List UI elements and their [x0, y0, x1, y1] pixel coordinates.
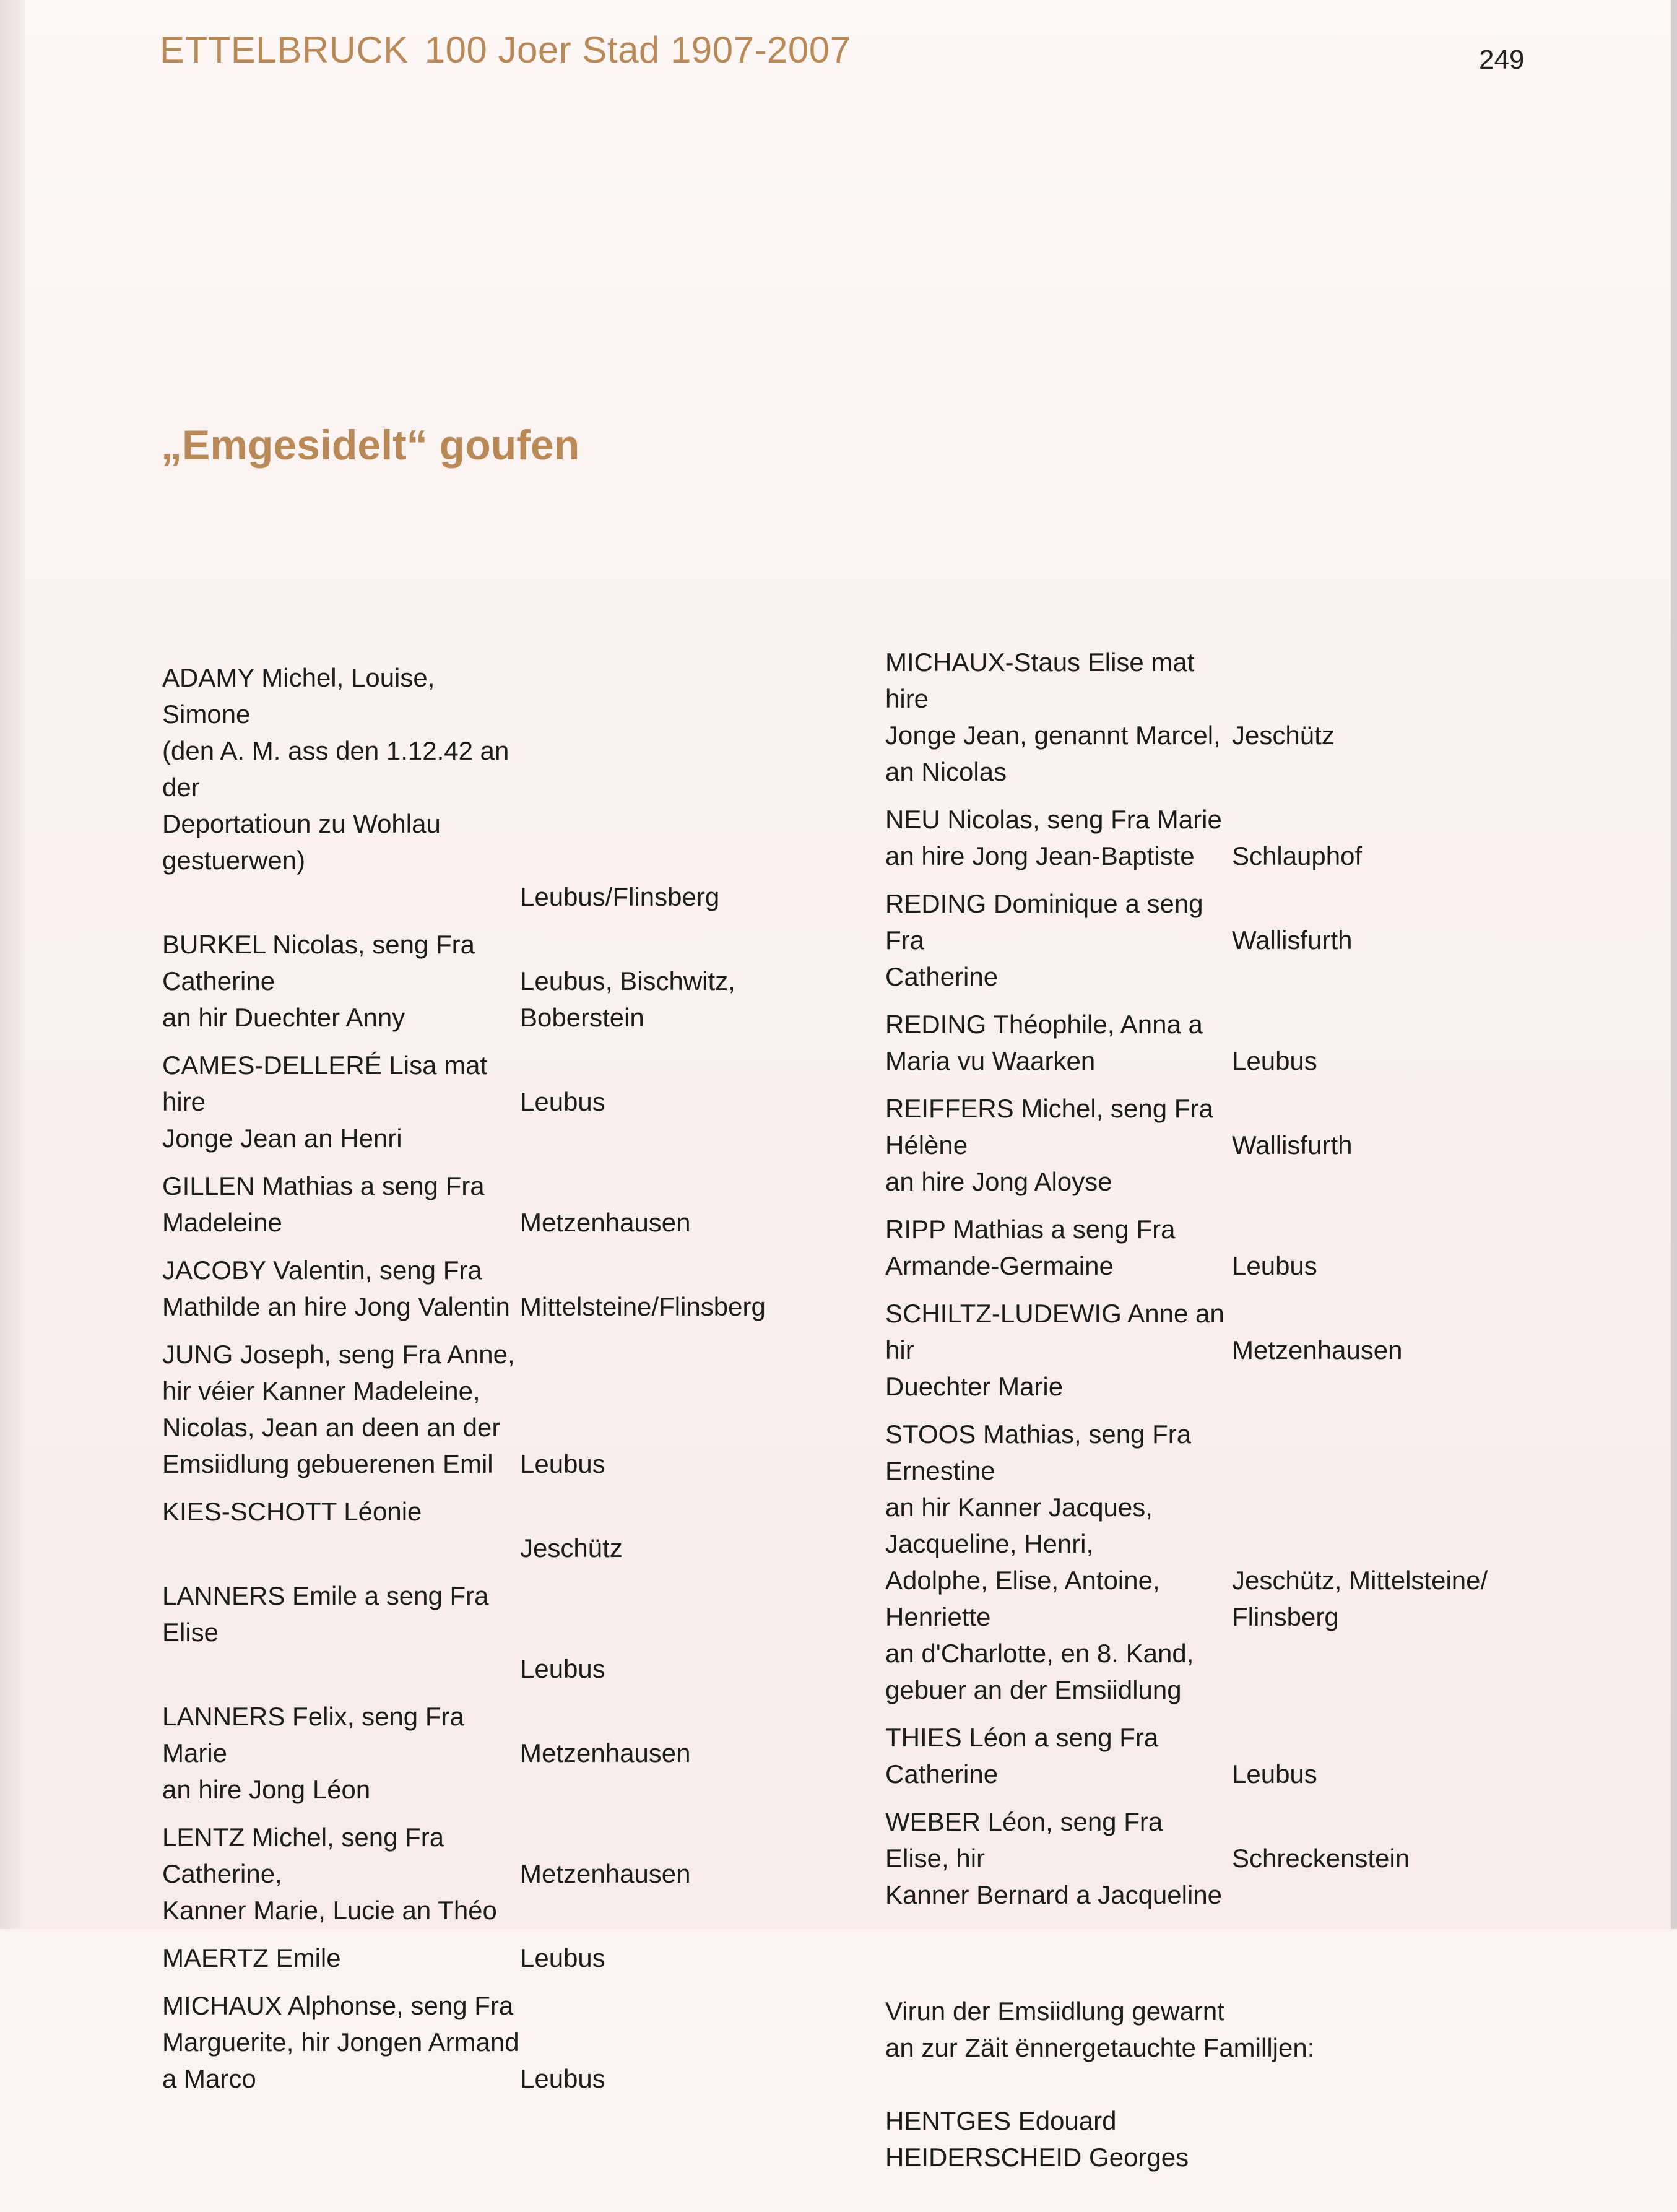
entry-names: JUNG Joseph, seng Fra Anne, hir véier Kanner Madeleine, Nicolas, Jean an deen an der Emsiidlung gebuerenen Emil — [162, 1340, 515, 1478]
entry-names: REIFFERS Michel, seng Fra Hélène an hire Jong Aloyse — [885, 1094, 1213, 1196]
entry-place: Leubus — [520, 1943, 605, 1972]
entry-place: Leubus — [520, 1654, 605, 1683]
list-entry — [162, 1698, 843, 1808]
entry-place: Leubus/Flinsberg — [520, 882, 720, 911]
list-entry — [162, 1252, 843, 1325]
entry-place: Jeschütz — [520, 1533, 623, 1563]
list-entry — [885, 644, 1591, 790]
running-header — [160, 28, 851, 71]
entry-names: KIES-SCHOTT Léonie — [162, 1497, 422, 1526]
list-entry — [885, 1090, 1591, 1200]
entry-names: GILLEN Mathias a seng Fra Madeleine — [162, 1171, 485, 1237]
list-entry — [885, 1295, 1591, 1405]
entry-names: ADAMY Michel, Louise, Simone (den A. M. ass den 1.12.42 an der Deportatioun zu Wohlau gestuerwen) — [162, 663, 509, 875]
entry-names: NEU Nicolas, seng Fra Marie an hire Jong Jean-Baptiste — [885, 805, 1222, 870]
entry-names: THIES Léon a seng Fra Catherine — [885, 1723, 1159, 1789]
list-entry — [162, 1336, 843, 1482]
entry-place: Metzenhausen — [520, 1208, 691, 1237]
list-entry — [162, 1987, 843, 2097]
entry-place: Leubus — [1232, 1759, 1317, 1789]
section-heading: „Emgesidelt“ goufen — [161, 422, 580, 469]
list-entry — [162, 1493, 843, 1566]
entry-names: WEBER Léon, seng Fra Elise, hir Kanner Bernard a Jacqueline — [885, 1807, 1223, 1909]
list-entry — [162, 926, 843, 1036]
entry-names: LANNERS Felix, seng Fra Marie an hire Jong Léon — [162, 1702, 464, 1804]
list-entry — [885, 1416, 1591, 1708]
entry-names: REDING Dominique a seng Fra Catherine — [885, 889, 1203, 991]
right-entries — [885, 644, 1591, 1913]
entry-place: Schlauphof — [1232, 841, 1363, 870]
list-entry — [885, 1803, 1591, 1913]
entry-names: BURKEL Nicolas, seng Fra Catherine an hir Duechter Anny — [162, 930, 475, 1032]
list-entry — [162, 1168, 843, 1241]
entry-names: MAERTZ Emile — [162, 1943, 341, 1972]
entry-place: Wallisfurth — [1232, 1130, 1353, 1160]
note-family-name: HEIDERSCHEID Georges — [885, 2143, 1189, 2172]
page-right-edge — [1671, 0, 1677, 1929]
entry-place: Leubus — [520, 2064, 605, 2093]
left-column — [162, 659, 843, 2108]
note-intro: Virun der Emsiidlung gewarnt an zur Zäit ënnergetauchte Familljen: — [885, 1997, 1315, 2062]
entry-names: LENTZ Michel, seng Fra Catherine, Kanner Marie, Lucie an Théo — [162, 1823, 497, 1925]
list-entry — [162, 1577, 843, 1687]
note-names — [885, 2102, 1591, 2175]
page-number: 249 — [1479, 45, 1525, 75]
list-entry — [885, 801, 1591, 874]
list-entry — [162, 1940, 843, 1976]
entry-names: REDING Théophile, Anna a Maria vu Waarken — [885, 1010, 1203, 1075]
entry-place: Metzenhausen — [520, 1738, 691, 1767]
header-title: ETTELBRUCK — [160, 29, 409, 71]
entry-names: CAMES-DELLERÉ Lisa mat hire Jonge Jean an Henri — [162, 1051, 488, 1153]
list-entry — [885, 1211, 1591, 1284]
entry-place: Mittelsteine/Flinsberg — [520, 1292, 766, 1321]
entry-names: MICHAUX-Staus Elise mat hire Jonge Jean, genannt Marcel, an Nicolas — [885, 648, 1221, 786]
entry-names: MICHAUX Alphonse, seng Fra Marguerite, hir Jongen Armand a Marco — [162, 1991, 519, 2093]
entry-place: Leubus — [1232, 1046, 1317, 1075]
entry-place: Metzenhausen — [1232, 1335, 1403, 1364]
entry-names: SCHILTZ-LUDEWIG Anne an hir Duechter Marie — [885, 1299, 1224, 1401]
entry-names: JACOBY Valentin, seng Fra Mathilde an hire Jong Valentin — [162, 1256, 510, 1321]
entry-place: Leubus — [1232, 1251, 1317, 1280]
list-entry — [162, 1819, 843, 1928]
list-entry — [885, 1719, 1591, 1792]
note-family-name: HENTGES Edouard — [885, 2106, 1117, 2135]
entry-place: Leubus — [520, 1087, 605, 1116]
entry-place: Wallisfurth — [1232, 926, 1353, 955]
entry-place: Leubus — [520, 1449, 605, 1478]
list-entry — [885, 1006, 1591, 1079]
entry-names: STOOS Mathias, seng Fra Ernestine an hir Kanner Jacques, Jacqueline, Henri, Adolphe, Elise, Antoine, Henriette an d'Charlotte, en 8. Kand, gebuer an der Emsiidlung — [885, 1420, 1194, 1704]
page-binding-edge — [0, 0, 25, 1929]
entry-place: Metzenhausen — [520, 1859, 691, 1888]
list-entry — [162, 1047, 843, 1156]
entry-names: LANNERS Emile a seng Fra Elise — [162, 1581, 489, 1647]
list-entry — [162, 659, 843, 915]
entry-place: Jeschütz, Mittelsteine/ Flinsberg — [1232, 1566, 1488, 1631]
right-column — [885, 644, 1591, 2212]
entry-place: Leubus, Bischwitz, Boberstein — [520, 966, 735, 1032]
entry-place: Schreckenstein — [1232, 1844, 1410, 1873]
header-subtitle: 100 Joer Stad 1907-2007 — [424, 29, 851, 71]
entry-place: Jeschütz — [1232, 721, 1335, 750]
list-entry — [885, 885, 1591, 995]
entry-names: RIPP Mathias a seng Fra Armande-Germaine — [885, 1215, 1176, 1280]
note-block — [885, 1956, 1591, 2212]
